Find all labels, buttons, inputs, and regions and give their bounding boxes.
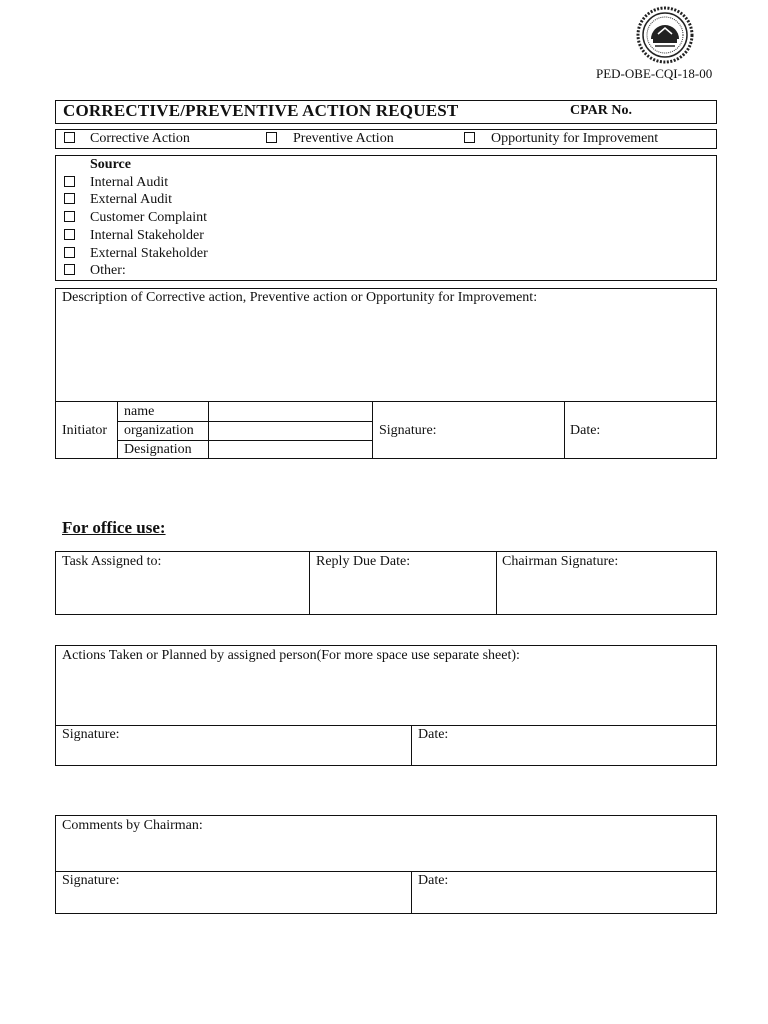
preventive-action-label: Preventive Action xyxy=(293,131,394,146)
reply-due-date-label: Reply Due Date: xyxy=(316,554,411,569)
opportunity-improvement-checkbox[interactable] xyxy=(464,132,475,143)
customer-complaint-checkbox[interactable] xyxy=(64,211,75,222)
actions-date-label: Date: xyxy=(418,727,449,742)
initiator-organization-field[interactable] xyxy=(210,422,370,439)
initiator-designation-field[interactable] xyxy=(210,441,370,457)
corrective-action-label: Corrective Action xyxy=(90,131,190,146)
initiator-divider xyxy=(55,401,717,402)
external-stakeholder-label: External Stakeholder xyxy=(90,246,208,261)
external-audit-label: External Audit xyxy=(90,192,173,207)
internal-stakeholder-checkbox[interactable] xyxy=(64,229,75,240)
form-title: CORRECTIVE/PREVENTIVE ACTION REQUEST xyxy=(63,101,459,120)
corrective-action-checkbox[interactable] xyxy=(64,132,75,143)
external-audit-checkbox[interactable] xyxy=(64,193,75,204)
internal-stakeholder-label: Internal Stakeholder xyxy=(90,228,204,243)
description-field[interactable] xyxy=(57,308,715,400)
logo xyxy=(636,6,694,64)
chairman-signature-label: Chairman Signature: xyxy=(502,554,619,569)
chairman-comments-label: Comments by Chairman: xyxy=(62,818,203,833)
other-checkbox[interactable] xyxy=(64,264,75,275)
initiator-designation-label: Designation xyxy=(124,442,192,457)
initiator-name-field[interactable] xyxy=(210,403,370,420)
description-label: Description of Corrective action, Preventive action or Opportunity for Improvement: xyxy=(62,290,538,305)
opportunity-improvement-label: Opportunity for Improvement xyxy=(491,131,659,146)
internal-audit-checkbox[interactable] xyxy=(64,176,75,187)
cpar-number-label: CPAR No. xyxy=(570,103,632,118)
initiator-signature-label: Signature: xyxy=(379,423,437,438)
external-stakeholder-checkbox[interactable] xyxy=(64,247,75,258)
other-label: Other: xyxy=(90,263,126,278)
initiator-name-label: name xyxy=(124,404,155,419)
university-seal-icon xyxy=(636,6,694,64)
internal-audit-label: Internal Audit xyxy=(90,175,169,190)
customer-complaint-label: Customer Complaint xyxy=(90,210,208,225)
task-assigned-label: Task Assigned to: xyxy=(62,554,162,569)
comments-signature-label: Signature: xyxy=(62,873,120,888)
actions-signature-label: Signature: xyxy=(62,727,120,742)
office-use-heading: For office use: xyxy=(62,518,166,537)
initiator-organization-label: organization xyxy=(124,423,194,438)
document-code: PED-OBE-CQI-18-00 xyxy=(596,66,713,81)
comments-date-label: Date: xyxy=(418,873,449,888)
initiator-label: Initiator xyxy=(62,423,108,438)
preventive-action-checkbox[interactable] xyxy=(266,132,277,143)
actions-taken-label: Actions Taken or Planned by assigned person(For more space use separate sheet): xyxy=(62,648,520,663)
initiator-date-label: Date: xyxy=(570,423,601,438)
source-heading: Source xyxy=(90,157,131,172)
